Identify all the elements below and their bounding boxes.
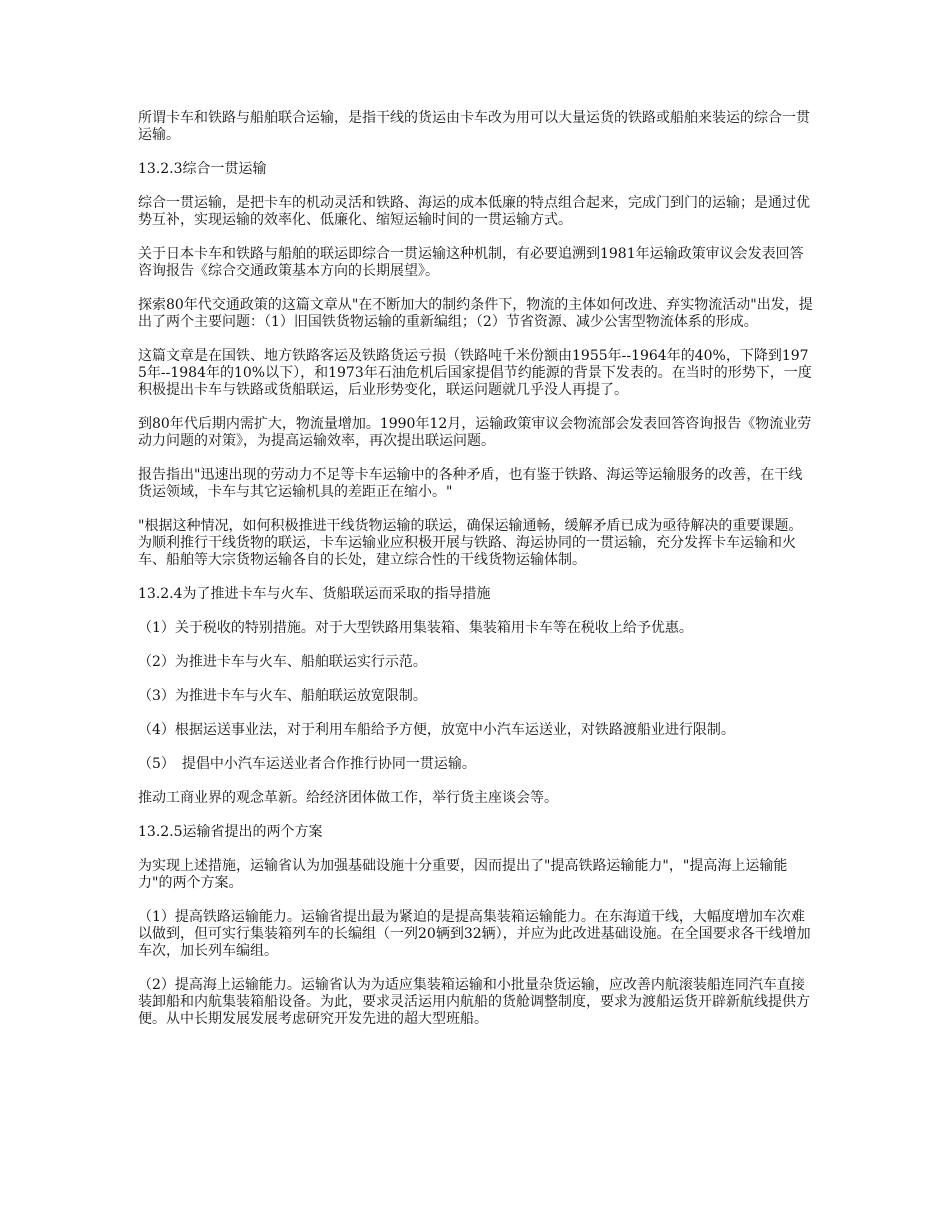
paragraph-business-reform: 推动工商业界的观念革新。给经济团体做工作，举行货主座谈会等。 xyxy=(138,790,558,806)
list-item-measure-1: （1）关于税收的特别措施。对于大型铁路用集装箱、集装箱用卡车等在税收上给予优惠。 xyxy=(138,620,693,636)
list-item-rail-capacity: （1）提高铁路运输能力。运输省提出最为紧迫的是提高集装箱运输能力。在东海道干线，大幅度增加车次难以做到，但可实行集装箱列车的长编组（一列20辆到32辆），并应为此改进基础设施。在全国要求各干线增加车次，加长列车编组。 xyxy=(138,909,811,959)
document-page xyxy=(138,110,814,1045)
section-heading-13-2-4: 13.2.4为了推进卡车与火车、货船联运而采取的指导措施 xyxy=(138,586,491,602)
paragraph-80s-policy: 探索80年代交通政策的这篇文章从"在不断加大的制约条件下，物流的主体如何改进、弃实物流活动"出发，提出了两个主要问题：（1）旧国铁货物运输的重新编组；（2）节省资源、减少公害型物流体系的形成。 xyxy=(138,297,813,330)
section-heading-13-2-5: 13.2.5运输省提出的两个方案 xyxy=(138,824,323,840)
section-heading-13-2-3: 13.2.3综合一贯运输 xyxy=(138,161,267,177)
list-item-sea-capacity: （2）提高海上运输能力。运输省认为为适应集装箱运输和小批量杂货运输，应改善内航滚装船连同汽车直接装卸船和内航集装箱船设备。为此，要求灵活运用内航船的货舱调整制度，要求为渡船运货开辟新航线提供方便。从中长期发展发展考虑研究开发先进的超大型班船。 xyxy=(138,977,810,1027)
paragraph-background: 这篇文章是在国铁、地方铁路客运及铁路货运亏损（铁路吨千米份额由1955年--1964年的40%，下降到1975年--1984年的10%以下），和1973年石油危机后国家提倡节约能源的背景下发表的。在当时的形势下，一度积极提出卡车与铁路或货船联运，后业形势变化，联运问题就几乎没人再提了。 xyxy=(138,348,812,398)
list-item-measure-5: （5） 提倡中小汽车运送业者合作推行协同一贯运输。 xyxy=(138,756,476,772)
paragraph-integrated-transport: 综合一贯运输，是把卡车的机动灵活和铁路、海运的成本低廉的特点组合起来，完成门到门的运输；是通过优势互补，实现运输的效率化、低廉化、缩短运输时间的一贯运输方式。 xyxy=(138,195,810,228)
paragraph-report-findings: 报告指出"迅速出现的劳动力不足等卡车运输中的各种矛盾，也有鉴于铁路、海运等运输服务的改善，在干线货运领域，卡车与其它运输机具的差距正在缩小。" xyxy=(138,467,803,500)
list-item-measure-2: （2）为推进卡车与火车、船舶联运实行示范。 xyxy=(138,654,427,670)
paragraph-trunk-freight: "根据这种情况，如何积极推进干线货物运输的联运，确保运输通畅，缓解矛盾已成为亟待解决的重要课题。为顺利推行干线货物的联运，卡车运输业应积极开展与铁路、海运协同的一贯运输，充分发挥卡车运输和火车、船舶等大宗货物运输各自的长处，建立综合性的干线货物运输体制。 xyxy=(138,518,803,568)
paragraph-intermodal-definition: 所谓卡车和铁路与船舶联合运输，是指干线的货运由卡车改为用可以大量运货的铁路或船舶来装运的综合一贯运输。 xyxy=(138,110,810,143)
list-item-measure-4: （4）根据运送事业法，对于利用车船给予方便，放宽中小汽车运送业，对铁路渡船业进行限制。 xyxy=(138,722,735,738)
paragraph-1981-report: 关于日本卡车和铁路与船舶的联运即综合一贯运输这种机制，有必要追溯到1981年运输政策审议会发表回答咨询报告《综合交通政策基本方向的长期展望》。 xyxy=(138,246,804,279)
paragraph-two-proposals: 为实现上述措施，运输省认为加强基础设施十分重要，因而提出了"提高铁路运输能力"，"提高海上运输能力"的两个方案。 xyxy=(138,858,788,891)
list-item-measure-3: （3）为推进卡车与火车、船舶联运放宽限制。 xyxy=(138,688,427,704)
paragraph-late-80s: 到80年代后期内需扩大，物流量增加。1990年12月，运输政策审议会物流部会发表回答咨询报告《物流业劳动力问题的对策》，为提高运输效率，再次提出联运问题。 xyxy=(138,416,812,449)
